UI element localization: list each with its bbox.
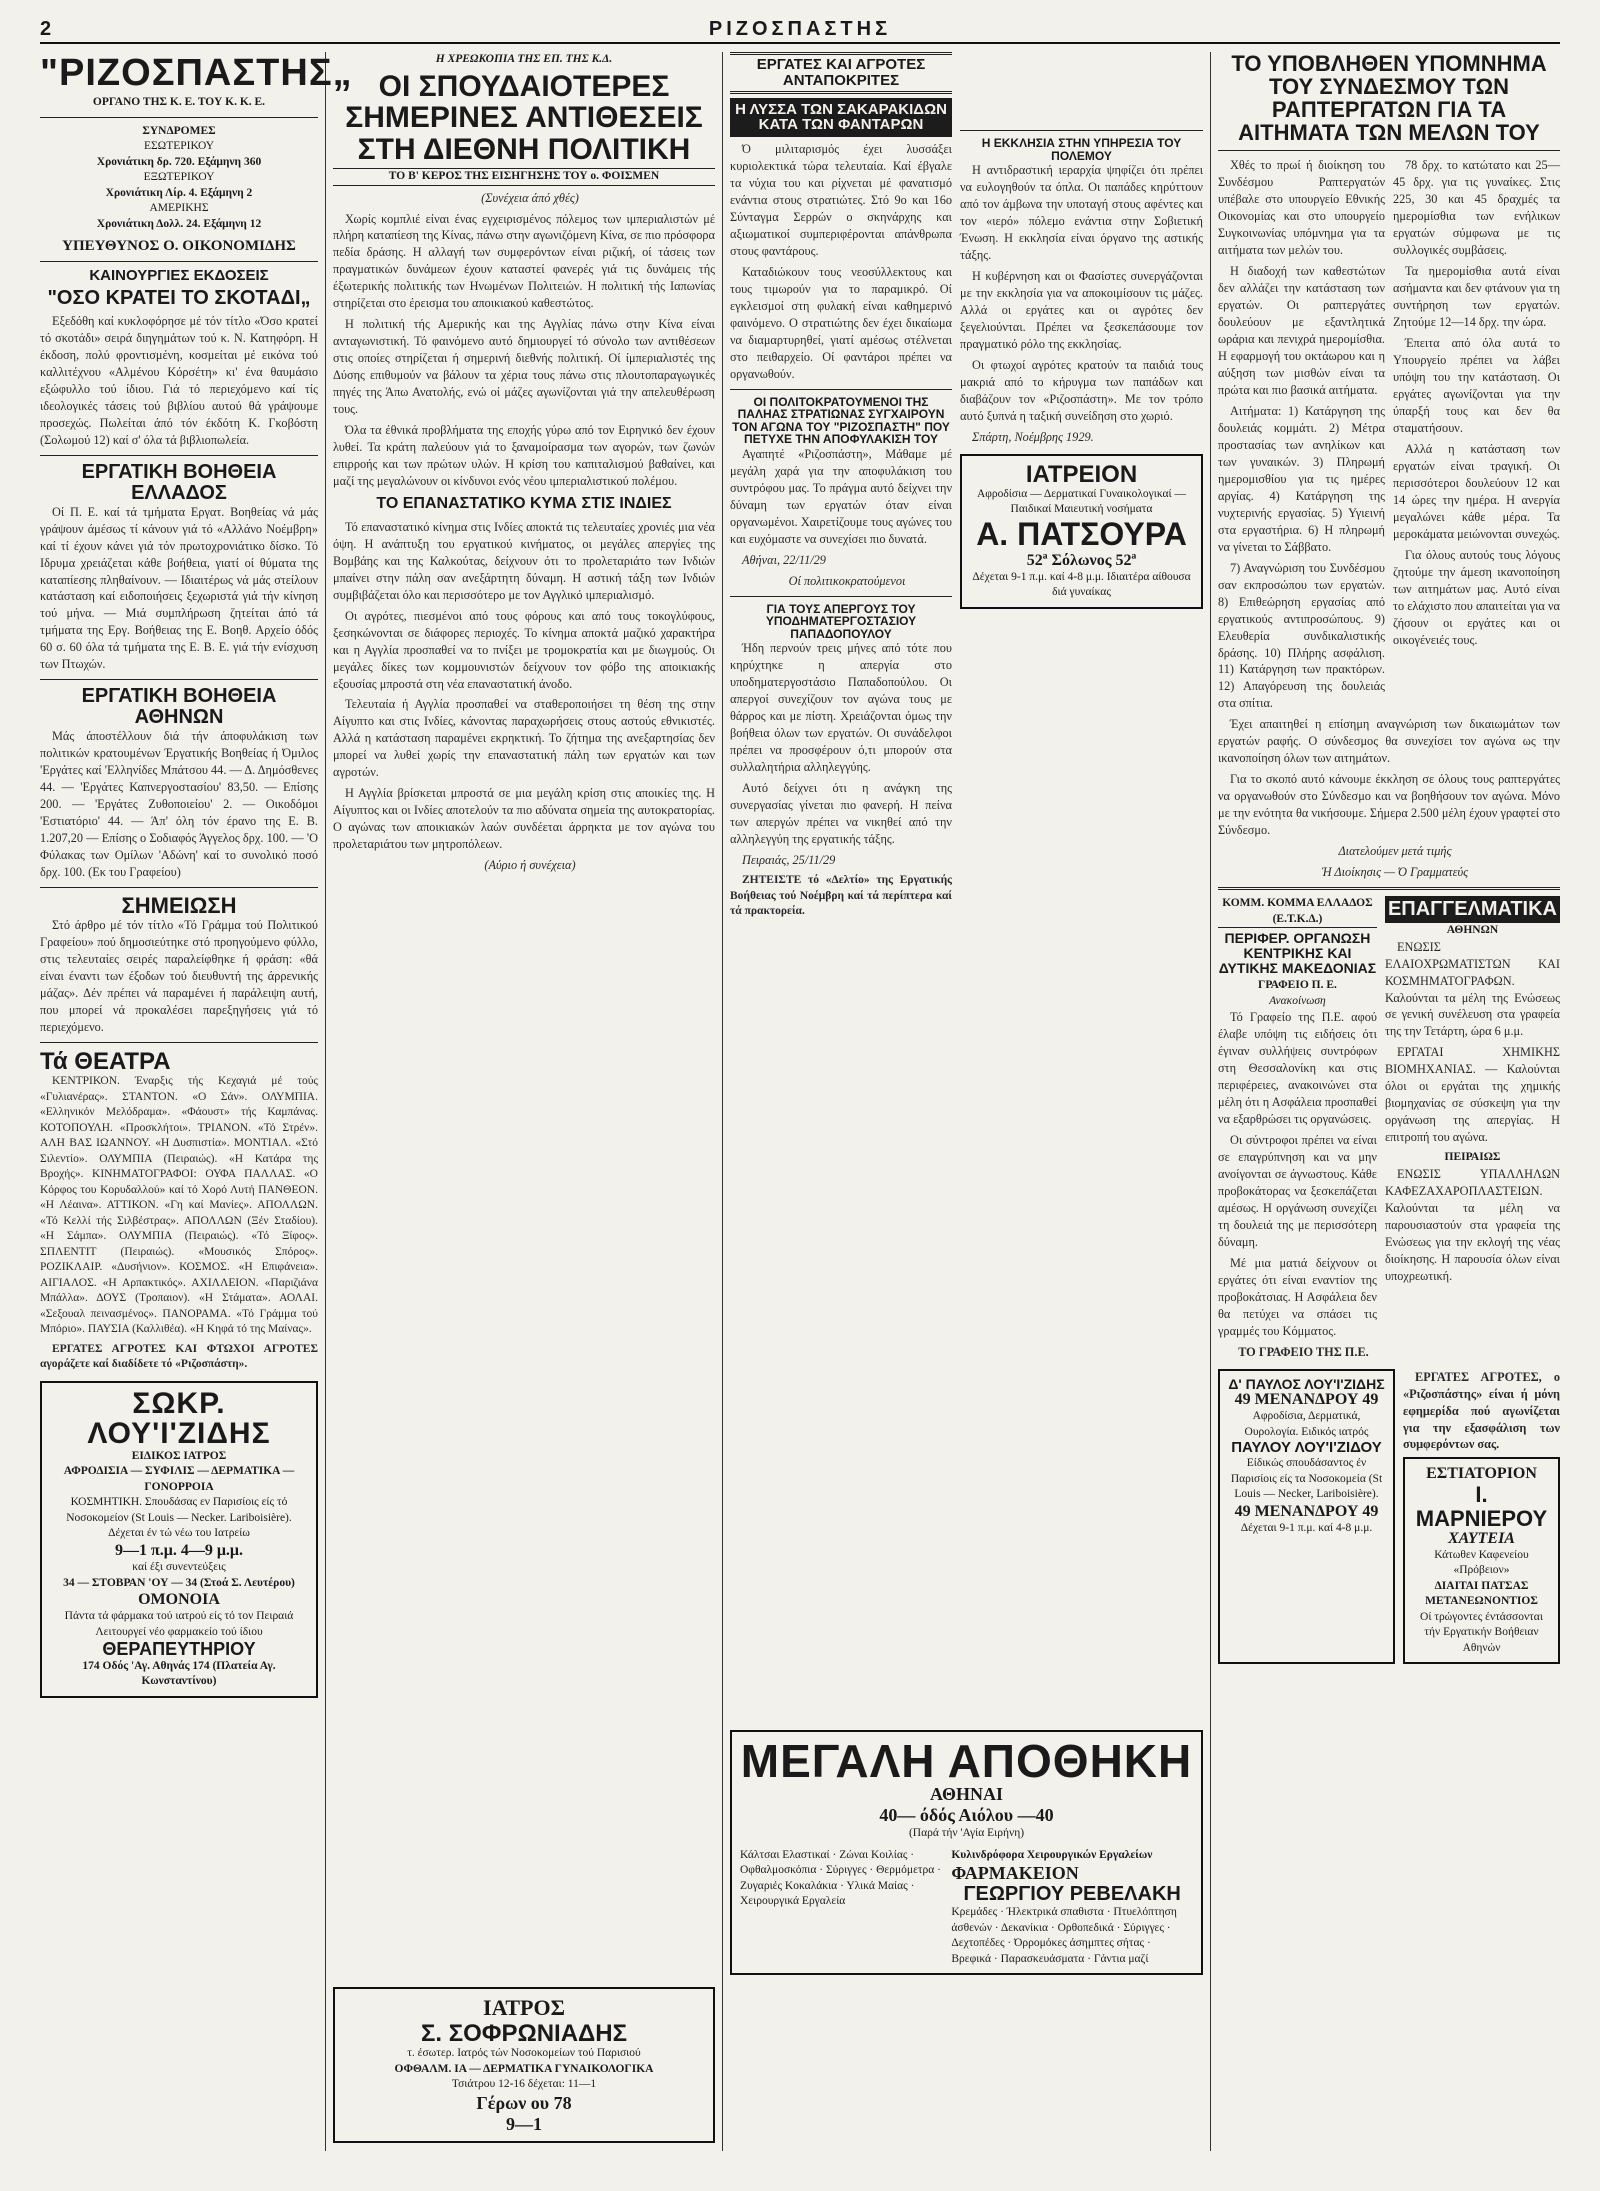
interior-heading: ΕΣΩΤΕΡΙΚΟΥ (143, 140, 215, 153)
professional-notice: ΕΡΓΑΤΑΙ ΧΗΜΙΚΗΣ ΒΙΟΜΗΧΑΝΙΑΣ. — Καλούνται όλοι οι εργάται της χημικής βιομηχανίας σε σύσκεψη για την οργάνωση της απεργίας. Η επιτροπή του αγώνα. (1384, 1045, 1560, 1145)
article-paragraph: Αγαπητέ «Ριζοσπάστη», Μάθαμε μέ μεγάλη χαρά για την αποφυλάκιση του συντρόφου μας. Το πράγμα αυτό δείχνει την δύναμη των εργατών όταν είναι οργανωμένοι. Χαιρετίζουμε τους αγώνες του και ευχόμαστε να συνεχίσει πιο δυνατά. (730, 446, 952, 546)
article-subheading: ΟΙ ΠΟΛΙΤΟΚΡΑΤΟΥΜΕΝΟΙ ΤΗΣ ΠΑΛΗΑΣ ΣΤΡΑΤΙΩΝΑΣ ΣΥΓΧΑΙΡΟΥΝ ΤΟΝ ΑΓΩΝΑ ΤΟΥ "ΡΙΖΟΣΠΑΣΤΗ" ΠΟΥ ΠΕΤΥΧΕ ΤΗΝ ΑΠΟΦΥΛΑΚΙΣΗ ΤΟΥ (732, 394, 950, 447)
restaurant-title: ΕΣΤΙΑΤΟΡΙΟΝ (1426, 1465, 1537, 1483)
article-paragraph: Για το σκοπό αυτό κάνουμε έκκληση σε όλους τους ραπτεργάτες να οργανωθούν στο Σύνδεσμο και να βοηθήσουν τον αγώνα. Μόνο με την ενότητα θα νικήσουμε. Σήμερα 2.500 μέλη έχουν γραφτεί στο Σύνδεσμο. (1218, 772, 1560, 838)
article-paragraph: Τα ημερομίσθια αυτά είναι ασήμαντα και δεν φτάνουν για τη συντήρηση των εργατών. Ζητούμε 12—14 δρχ. την ώρα. (1393, 264, 1560, 330)
article-paragraph: Τελευταία ή Αγγλία προσπαθεί να σταθεροποιήσει τη θέση της στην Αίγυπτο και στις Ινδίες, κάνοντας παραχωρήσεις στους αστούς εθνικιστές. Αλλά η κατάσταση παραμένει εκρηκτική. Το ζήτημα της ανεξαρτησίας δεν μπορεί να λυθεί χωρίς την επαναστατική πάλη των εργατών και των αγροτών. (333, 697, 715, 780)
ad-hours: Δέχεται 9-1 π.μ. καί 4-8 μ.μ. (1240, 1521, 1373, 1534)
appeal-text: ΖΗΤΕΙΣΤΕ τό «Δελτίο» της Εργατικής Βοήθειας τού Νοέμβρη καί τά περίπτερα καί τά πρακτορεία. (730, 874, 952, 918)
article-paragraph: Αιτήματα: 1) Κατάργηση της δουλειάς κομμάτι. 2) Μέτρα προστασίας των ανηλίκων και των γυναικών. 3) Πληρωμή ημερομισθίου για τις ημέρες αργίας. 4) Κατάργηση της νυχτερινής εργασίας. 5) Υγιεινή στα εργαστήρια. 6) Η πληρωμή να γίνεται το Σάββατο. (1218, 403, 1385, 554)
theatres-text: ΚΕΝΤΡΙΚΟΝ. Έναρξις τής Κεχαγιά μέ τούς «Γυλιανέρας». ΣΤΑΝΤΟΝ. «Ο Σάν». ΟΛΥΜΠΙΑ. «Ελληνικόν Μελόδραμα». «Φάουστ» τής Καμπάνας. ΚΟΤΟΠΟΥΛΗ. «Προσκλήτοι». ΤΡΙΑΝΟΝ. «Τό Στρέν». ΑΛΗ ΒΑΣ ΙΩΑΝΝΟΥ. «Η Δυσπιστία». ΜΟΝΤΙΑΛ. «Στό Σιλεντίο». ΟΛΥΜΠΙΑ (Πειραιώς). «Η Κατάρα της Βροχής». ΚΙΝΗΜΑΤΟΓΡΑΦΟΙ: ΟΥΦΑ ΠΑΛΛΑΣ. «Ο Κόρφος του Κορυδαλλού» καί τό Χορό Λυτή ΠΑΝΘΕΟΝ. «Η Λέαινα». ΑΤΤΙΚΟΝ. «Γη καί Μανίες». ΑΠΟΛΛΩΝ. «Τό Κελλί τής Σιλβέστρας». ΑΠΟΛΛΩΝ (Ξέν Σταδίου). «Η Σάμπα». ΟΛΥΜΠΙΑ (Πειραιώς). «Τό Ξίφος». ΣΠΛΕΝΤΙΤ (Πειραιώς). «Μουσικός Σπόρος». ΡΟΖΙΚΛΑΙΡ. «Δυσήνιον». ΚΟΣΜΟΣ. «Η Επιφάνεια». ΑΙΓΙΑΛΟΣ. «Η Αρπακτικός». ΑΧΙΛΛΕΙΟΝ. «Παριζιάνα Μπάλλα». ΔΟΥΣ (Τροπαιον). «Η Στάματα». ΑΟΛΑΙ. «Σεξουαλ πεινασμένος». ΠΑΝΟΡΑΜΑ. «Τό Γράμμα τού Μπόριο». ΠΑΥΣΙΑ (Καλλιθέα). «Η Κηφά τό της Μαίνας». (40, 1075, 318, 1336)
ad-title: ΙΑΤΡΕΙΟΝ (1025, 460, 1138, 488)
ad-hours: Δέχεται 9-1 π.μ. καί 4-8 μ.μ. Ιδιαιτέρα αίθουσα διά γυναίκας (972, 570, 1191, 599)
ad-doctor-detail: ΚΟΣΜΗΤΙΚΗ. Σπουδάσας εν Παρισίοις είς τό Νοσοκομείον (St Louis — Necker. Lariboisière). Δέχεται έν τώ νέω του Ιατρείω (66, 1496, 292, 1540)
article-paragraph: Καταδιώκουν τους νεοσύλλεκτους και τους τιμωρούν για το παραμικρό. Οί εγκλεισμοί στη φυλακή είναι καθημερινό φαινόμενο. Ο στρατιώτης δεν έχει δικαίωμα να διαμαρτυρηθεί, γιατί αμέσως στέλνεται στο πειθαρχείο. Οί φαντάροι πρέπει να οργανωθούν. (730, 264, 952, 381)
professional-notice: ΕΝΩΣΙΣ ΕΛΑΙΟΧΡΩΜΑΤΙΣΤΩΝ ΚΑΙ ΚΟΣΜΗΜΑΤΟΓΡΑΦΩΝ. Καλούνται τα μέλη της Ενώσεως σε γενική συνέλευση στα γραφεία της την Τετάρτη, ώρα 6 μ.μ. (1384, 939, 1560, 1039)
ad-name: Α. ΠΑΤΣΟΥΡΑ (976, 515, 1187, 552)
divider (40, 117, 318, 118)
column-4 (1218, 52, 1560, 2151)
ad-warehouse (730, 1730, 1203, 1975)
party-title: ΠΕΡΙΦΕΡ. ΟΡΓΑΝΩΣΗ ΚΕΝΤΡΙΚΗΣ ΚΑΙ ΔΥΤΙΚΗΣ ΜΑΚΕΔΟΝΙΑΣ (1218, 930, 1377, 976)
party-heading: ΚΟΜΜ. ΚΟΜΜΑ ΕΛΛΑΔΟΣ (Ε.Τ.Κ.Δ.) (1218, 896, 1377, 928)
party-paragraph: Οι σύντροφοι πρέπει να είναι σε επαγρύπνηση και να μην ανοίγονται σε άγνωστους. Κάθε προβοκάτορας να ξεσκεπάζεται αμέσως. Η οργάνωση συνεχίζει τη δουλειά της με περισσότερη δύναμη. (1218, 1133, 1377, 1249)
warehouse-items: Κάλτσαι Ελαστικαί · Ζώναι Κοιλίας · Οφθαλμοσκόπια · Σύριγγες · Θερμόμετρα · Ζυγαριές Κοκαλάκια · Υλικά Μαίας · Χειρουργικά Εργαλεία (740, 1848, 941, 1908)
restaurant-text: ΔΙΑΙΤΑΙ ΠΑΤΣΑΣ ΜΕΤΑΝΕΩΝΟΝΤΙΟΣ (1425, 1579, 1538, 1608)
divider (1218, 150, 1560, 151)
warehouse-note: (Παρά τήν 'Αγία Ειρήνη) (908, 1827, 1025, 1839)
new-editions-heading: ΚΑΙΝΟΥΡΓΙΕΣ ΕΚΔΟΣΕΙΣ (89, 267, 269, 285)
ad-doctor-sunday: καί έξι συνεντεύξεις (132, 1560, 226, 1573)
restaurant-name: Ι. ΜΑΡΝΙΕΡΟΥ (1415, 1482, 1548, 1531)
divider (1218, 887, 1560, 890)
restaurant-sub: ΧΑΥΤΕΙΑ (1448, 1529, 1515, 1547)
subscriptions-heading: ΣΥΝΔΡΟΜΕΣ (142, 124, 216, 137)
article-paragraph: 78 δρχ. το κατώτατο και 25—45 δρχ. για τις γυναίκες. Στις 225, 30 και 45 δραχμές τα ημερομίσθια των ενήλικων εργατών σύμφωνα με τις συλλογικές συμβάσεις. (1393, 158, 1560, 258)
article-kicker: Η ΧΡΕΩΚΟΠΙΑ ΤΗΣ ΕΠ. ΤΗΣ Κ.Δ. (435, 53, 613, 65)
ad-address-2: 49 ΜΕΝΑΝΔΡΟΥ 49 (1234, 1502, 1379, 1520)
article-paragraph: Τό επαναστατικό κίνημα στις Ινδίες αποκτά τις τελευταίες χρονιές μια νέα όψη. Η ανάπτυξη του εργατικού κινήματος, οι μεγάλες απεργίες της Βομβάης και της Καλκούτας, δείχνουν ότι το προλεταριάτο των Ινδιών μπαίνει στην πάλη σαν ανεξάρτητη δύναμη. Η αστική τάξη των Ινδιών συμβιβάζεται όλο και περισσότερο με τον Αγγλικό ιμπεριαλισμό. (333, 519, 715, 602)
ad-name: Δ' ΠΑΥΛΟΣ ΛΟΥ'Ι'ΖΙΔΗΣ (1228, 1375, 1385, 1392)
article-paragraph: Η αντιδραστική ιεραρχία ψηφίζει ότι πρέπει να ευλογηθούν τα όπλα. Οι παπάδες κηρύττουν από τον άμβωνα την υποταγή στους αφέντες και τον «ιερό» πόλεμο ενάντια στην Σοβιετική Ένωση. Η εκκλησία είναι όργανο της αστικής τάξης. (960, 163, 1203, 263)
ad-restaurant (1403, 1457, 1560, 1664)
section-headline: Η ΛΥΣΣΑ ΤΩΝ ΣΑΚΑΡΑΚΙΔΩΝ ΚΑΤΑ ΤΩΝ ΦΑΝΤΑΡΩΝ (730, 98, 952, 138)
party-subheading: ΓΡΑΦΕΙΟ Π. Ε. (1258, 979, 1337, 992)
ad-text-2: Είδικώς σπουδάσαντος έν Παρισίοις είς τα Νοσοκομεία (St Louis — Necker, Lariboisière). (1230, 1457, 1383, 1501)
professional-title: ΕΠΑΓΓΕΛΜΑΤΙΚΑ (1385, 896, 1560, 923)
newspaper-name: ΡΙΖΟΣΠΑΣΤΗΣ (708, 18, 892, 40)
column-rule (325, 52, 326, 2151)
pharmacy-name: ΓΕΩΡΓΙΟΥ ΡΕΒΕΛΑΚΗ (963, 1883, 1181, 1906)
memorandum-headline: ΤΟ ΥΠΟΒΛΗΘΕΝ ΥΠΟΜΝΗΜΑ ΤΟΥ ΣΥΝΔΕΣΜΟΥ ΤΩΝ ΡΑΠΤΕΡΓΑΤΩΝ ΓΙΑ ΤΑ ΑΙΤΗΜΑΤΑ ΤΩΝ ΜΕΛΩΝ ΤΟΥ (1231, 51, 1547, 146)
ad-line: τ. έσωτερ. Ιατρός τών Νοσοκομείων τού Παρισιού (407, 2047, 641, 2060)
letter-signature: Οί πολιτικοκρατούμενοι (788, 573, 906, 588)
america-price: Χρονιάτικη Δολλ. 24. Εξάμηνη 12 (96, 217, 262, 230)
article-paragraph: Οι φτωχοί αγρότες κρατούν τα παιδιά τους μακριά από το κήρυγμα των παπάδων και διαβάζουν τον «Ριζοσπάστη». Με τον τρόπο αυτό ξυπνά η ταξική συνείδηση στο χωριό. (960, 357, 1203, 423)
article-subheading: ΓΙΑ ΤΟΥΣ ΑΠΕΡΓΟΥΣ ΤΟΥ ΥΠΟΔΗΜΑΤΕΡΓΟΣΤΑΣΙΟΥ ΠΑΠΑΔΟΠΟΥΛΟΥ (765, 601, 917, 641)
notice-text: Στό άρθρο μέ τόν τίτλο «Τό Γράμμα τού Πολιτικού Γραφείου» πού δημοσιεύτηκε στό προηγούμενο φύλλο, στις τελευταίες σειρές παραλείφθηκε ή φράση: «θά είναι έναντι των έξοδων τού διευθυντή της άρρενικής μάζας». Δέν πρέπει νά παραμένει ή παράλειψη αυτή, που μπορεί νά προκαλέσει παρεξηγήσεις γιά τό περιεχόμενο. (40, 918, 318, 1034)
article-paragraph: 7) Αναγνώριση του Συνδέσμου σαν εκπροσώπου των εργατών. 8) Επιθεώρηση εργασίας από εργατικούς αντιπροσώπους. 9) Ελευθερία συνδικαλιστικής δράσης. 10) Πλήρης ασφάλιση. 11) Κατάργηση των πρακτόρων. 12) Απαγόρευση της δουλειάς στα σπίτια. (1218, 560, 1385, 711)
letter-date: Πειραιάς, 25/11/29 (742, 853, 836, 868)
divider (730, 596, 952, 597)
workers-aid-text: Οί Π. Ε. καί τά τμήματα Εργατ. Βοηθείας νά μάς γράψουν άμέσως τί κάνουν γιά τό «Αλλάνο Νοέμβρη» καί τί έχουν κάνει γιά τόν πρωτοχρονιάτικο δίσκο. Τό Ιδρυμα χρειάζεται κάθε βοήθεια, γιατί οί θύματα της καταπίεσης πληθαίνουν. — Ιδιαιτέρως νά μάς στείλουν κατάσταση καί ειδοποιήσεις ξεχωριστά γιά τήν κίνηση τού μήνα. — Μιά συμπλήρωση ζητείται άπό τά τμήματα της Εργ. Βοήθειας της Ε. Βοηθ. Αρχείο όδός 60 σ. 60 όλα τά τμήματα της Ε. Β. Ε. γιά τήν ενίσχυση των Πτωχών. (40, 504, 318, 672)
article-continuation: (Αύριο ή συνέχεια) (484, 858, 576, 873)
ad-hours: 9—1 (506, 2114, 542, 2134)
bottom-ads-area (730, 1730, 1203, 2151)
interior-price: Χρονιάτικη δρ. 720. Εξάμηνη 360 (96, 155, 262, 168)
ad-specialty: ΟΦΘΑΛΜ. ΙΑ — ΔΕΡΜΑΤΙΚΑ ΓΥΝΑΙΚΟΛΟΓΙΚΑ (394, 2062, 654, 2075)
section-kicker: ΕΡΓΑΤΕΣ ΚΑΙ ΑΓΡΟΤΕΣ ΑΝΤΑΠΟΚΡΙΤΕΣ (730, 52, 952, 94)
signature-line: Ή Διοίκησις — Ό Γραμματεύς (1321, 865, 1469, 880)
divider (40, 887, 318, 888)
new-editions-text: Εξεδόθη καί κυκλοφόρησε μέ τόν τίτλο «Όσο κρατεί τό σκοτάδι» σειρά διηγημάτων τού κ. Ν. Κατηφόρη. Η έκδοση, πολύ φροντισμένη, κοσμείται μέ εικόνα τού καλλιτέχνου «Αλμένου Κόρσέτη» κι' ένα θαυμάσιο εξώφυλλο τού ίδιου. Γιά τό περιεχόμενο καί τίς ιδεολογικές τάσεις τού βιβλίου αυτού θά γράψουμε προσεχώς. Πωλείται άπό τόν έκδότη Κ. Γκοβόστη (Σολωμού 12) καί σ' όλα τά βιβλιοπωλεία. (40, 313, 318, 447)
ad-pharmacy-address: 174 Οδός 'Αγ. Αθηνάς 174 (Πλατεία Αγ. Κωνσταντίνου) (82, 1659, 276, 1688)
ad-line: Αφροδίσια — Δερματικαί Γυναικολογικαί — Παιδικαί Μαιευτική νοσήματα (976, 487, 1187, 516)
article-byline: ΤΟ Β' ΚΕΡΟΣ ΤΗΣ ΕΙΣΗΓΗΣΗΣ ΤΟΥ ο. ΦΟΙΣΜΕΝ (333, 168, 715, 186)
column-1 (40, 52, 353, 2151)
restaurant-footer: Οί τρώγοντες έντάσσονται τήν Εργατικήν Βοήθειαν Αθηνών (1420, 1610, 1543, 1654)
ad-doctor-role: ΕΙΔΙΚΟΣ ΙΑΤΡΟΣ (131, 1449, 227, 1462)
article-paragraph: Αυτό δείχνει ότι η ανάγκη της συνεργασίας γίνεται πιο φανερή. Η πείνα των απεργών πρέπει να νικηθεί από την αλληλεγγύη της εργατικής τάξης. (730, 781, 952, 847)
article-paragraph: Η Αγγλία βρίσκεται μπροστά σε μια μεγάλη κρίση στις αποικίες της. Η Αίγυπτος και οι Ινδίες αποτελούν τα πιο αδύνατα σημεία της αυτοκρατορίας. Ο αγώνας των αποικιακών λαών συνδέεται άρρηκτα με τον αγώνα του προλεταριάτου των μητροπόλεων. (333, 786, 715, 852)
column-rule (1210, 52, 1211, 2151)
america-heading: ΑΜΕΡΙΚΗΣ (149, 202, 209, 215)
professional-athens: ΑΘΗΝΩΝ (1446, 924, 1499, 937)
article-paragraph: Ήδη περνούν τρεις μήνες από τότε που κηρύχτηκε η απεργία στο υποδηματεργοστάσιο Παπαδοπούλου. Οι απεργοί συνεχίζουν τον αγώνα τους με θάρρος και με πίστη. Χρειάζονται όμως την βοήθεια όλων των εργατών. Οι συνάδελφοι πρέπει να προσφέρουν ό,τι μπορούν στα συλλαλητήρια αλληλεγγύης. (730, 641, 952, 775)
article-paragraph: Έχει απαιτηθεί η επίσημη αναγνώριση των δικαιωμάτων των εργατών ραφής. Ο σύνδεσμος θα συνεχίσει τον αγώνα ως την ικανοποίηση όλων των αιτημάτων. (1218, 717, 1560, 766)
ad-pharmacy-name: ΘΕΡΑΠΕΥΤΗΡΙΟΥ (102, 1639, 256, 1660)
article-headline: ΟΙ ΣΠΟΥΔΑΙΟΤΕΡΕΣ ΣΗΜΕΡΙΝΕΣ ΑΝΤΙΘΕΣΕΙΣ ΣΤΗ ΔΙΕΘΝΗ ΠΟΛΙΤΙΚΗ (345, 69, 703, 166)
workers-aid-athens-text: Μάς άποστέλλουν διά τήν άποφυλάκιση των πολιτικών κρατουμένων Έργατικής Βοηθείας ή Όμιλος 'Εργάτες καί 'Ελληνίδες Μπάτσου 44. — Δ. Δημόσθενες 44. — 'Εργάτες Καπνεργοστασίου' 83,50. — Επίσης 200. — 'Εργάτες Ζυθοποιείου' 2. — Οικοδόμοι 'Εστιατόριο' 44. — Άπ' όλη τόν έρανο της Ε. Β. 1.207,20 — Επίσης ο Σοδιαφός Άγγελος δρχ. 100. — 'Ο Φύλακας των Ομίλων 'Αδώνη' καί το συνολικό ποσό δρχ. 100. (Εκ του Γραφείου) (40, 729, 318, 880)
warehouse-address: 40— όδός Αιόλου —40 (879, 1805, 1054, 1825)
ad-patsoura (960, 454, 1203, 609)
theatres-footer: ΕΡΓΑΤΕΣ ΑΓΡΟΤΕΣ ΚΑΙ ΦΤΩΧΟΙ ΑΓΡΟΤΕΣ αγοράζετε καί διαδίδετε τό «Ριζοσπάστη». (40, 1342, 318, 1371)
ad-name-2: ΠΑΥΛΟΥ ΛΟΥ'Ι'ΖΙΔΟΥ (1231, 1439, 1382, 1457)
divider (40, 455, 318, 456)
warehouse-title: ΜΕΓΑΛΗ ΑΠΟΘΗΚΗ (740, 1735, 1193, 1787)
divider (960, 130, 1203, 131)
article-paragraph: Ό μιλιταρισμός έχει λυσσάξει κυριολεκτικά τώρα τελευταία. Καί έβγαλε τα νύχια του και ρίχνεται μέ φανατισμό ενάντια στους στρατιώτες. Στό 9ο και 16ο Σύνταγμα Σερρών ο σκηνάρχης και αξιωματικοί συμπεριφέρονται απάνθρωπα στους φαντάρους. (730, 142, 952, 258)
article-paragraph: Έπειτα από όλα αυτά το Υπουργείο πρέπει να λάβει υπόψη του την κατάσταση. Οι εργάτες αγωνίζονται για την ύπαρξή τους και δεν θα σταματήσουν. (1393, 336, 1560, 435)
article-paragraph: Για όλους αυτούς τους λόγους ζητούμε την άμεση ικανοποίηση των αιτημάτων μας. Αυτό είναι το ελάχιστο που απαιτείται για να ζήσουν οι εργάτες και οι οικογένειές τους. (1393, 547, 1560, 647)
ad-text: Αφροδίσια, Δερματικά, Ουρολογία. Ειδικός ιατρός (1244, 1410, 1369, 1438)
party-paragraph: Μέ μια ματιά δείχνουν οι εργάτες ότι είναι εναντίον της προβοκάτσιας. Η Ασφάλεια δεν θα πετύχει να σπάσει τις γραμμές του Κόμματος. (1218, 1255, 1377, 1338)
restaurant-line: Κάτωθεν Καφενείου «Πρόβειον» (1434, 1548, 1529, 1577)
exterior-price: Χρονιάτικη Λίρ. 4. Εξάμηνη 2 (105, 186, 253, 199)
ad-pavlos-louizidis (1218, 1369, 1395, 1665)
divider (730, 389, 952, 390)
masthead-title: "ΡΙΖΟΣΠΑΣΤΗΣ„ (40, 52, 353, 94)
page-header-bar (40, 18, 1560, 44)
theatres-heading: Τά ΘΕΑΤΡΑ (40, 1047, 171, 1075)
ad-doctor-name: ΣΩΚΡ. ΛΟΥ'Ι'ΖΙΔΗΣ (87, 1386, 271, 1450)
article-paragraph: Οι αγρότες, πιεσμένοι από τους φόρους και από τους τοκογλύφους, ξεσηκώνονται σε διάφορες περιοχές. Το κίνημα αποκτά μαζικό χαρακτήρα και η Αγγλία προσπαθεί να το πνίξει με τρομοκρατία και με διωγμούς. Οι μεγάλες δίκες των κομμουνιστών δείχνουν τον φόβο της αποικιακής εξουσίας μπροστά στη νέα επαναστατική άνοδο. (333, 608, 715, 691)
article-paragraph: Η πολιτική τής Αμερικής και της Αγγλίας πάνω στην Κίνα είναι ανταγωνιστική. Τό φαινόμενο αυτό δημιουργεί τό σύνολο των αντιθέσεων στις οποίες στηρίζεται ή σημερινή διεθνής πολιτική. Οί ίμπεριαλιστές της Δύσης επιθυμούν να βάλουν τα χέρια τους πάνω στις πλουτοπαραγωγικές πηγές της Άπω Ανατολής, ενώ οί μάζες αγωνίζονται γιά την απελευθέρωση τους. (333, 317, 715, 417)
party-subheading-2: Ανακοίνωση (1269, 994, 1326, 1007)
ad-pharmacy-heading: ΟΜΟΝΟΙΑ (138, 1591, 220, 1609)
ad-address: Τσιάτρου 12-16 δέχεται: 11—1 (451, 2078, 597, 2091)
ad-doctor-hours: 9—1 π.μ. 4—9 μ.μ. (115, 1541, 243, 1559)
appeal-text: ΕΡΓΑΤΕΣ ΑΓΡΟΤΕΣ, ο «Ριζοσπάστης» είναι ή μόνη εφημερίδα πού αγωνίζεται για την εξασφάλιση των συμφερόντων σας. (1403, 1369, 1560, 1452)
ad-address: 52ª Σόλωνος 52ª (1026, 551, 1137, 569)
article-paragraph: Χθές το πρωί ή διοίκηση του Συνδέσμου Ραπτεργατών υπέβαλε στο υπουργείο Εθνικής Οικονομίας και στο υπουργείο Συγκοινωνίας υπόμνημα για τα αιτήματα των μελών του. (1218, 158, 1385, 258)
ad-name: Σ. ΣΟΦΡΩΝΙΑΔΗΣ (420, 2020, 628, 2048)
page-number: 2 (40, 18, 52, 40)
divider (40, 1042, 318, 1043)
article-paragraph: Όλα τα έθνικά προβλήματα της εποχής γύρω από τον Ειρηνικό δεν έχουν λυθεί. Τα κράτη παλεύουν γιά το ξαναμοίρασμα των αγορών, των ζωνών επιρροής και των πρώτων υλών. Η κρίση του καπιταλισμού βαθαίνει, και μαζί της μεγαλώνουν οι κίνδυνοι ενός νέου ιμπεριαλιστικού πολέμου. (333, 423, 715, 489)
column-rule (722, 52, 723, 2151)
ad-louizidis (40, 1381, 318, 1698)
editor-line: ΥΠΕΥΘΥΝΟΣ Ο. ΟΙΚΟΝΟΜΙΔΗΣ (62, 238, 296, 255)
book-title: "ΟΣΟ ΚΡΑΤΕΙ ΤΟ ΣΚΟΤΑΔΙ„ (47, 286, 311, 309)
pharmacy-heading: Κυλινδρόφορα Χειρουργικών Εργαλείων (951, 1848, 1153, 1861)
workers-aid-heading: ΕΡΓΑΤΙΚΗ ΒΟΗΘΕΙΑ ΕΛΛΑΔΟΣ (81, 460, 277, 504)
signature-line: Διατελούμεν μετά τιμής (1338, 844, 1452, 859)
letter-date: Αθήναι, 22/11/29 (742, 552, 826, 567)
article-subheading: Η ΕΚΚΛΗΣΙΑ ΣΤΗΝ ΥΠΗΡΕΣΙΑ ΤΟΥ ΠΟΛΕΜΟΥ (981, 136, 1182, 163)
article-paragraph: Η κυβέρνηση και οι Φασίστες συνεργάζονται με την εκκλησία για να αποκοιμίσουν τις μάζες. Αλλά οι εργάτες και οι αγρότες δεν ξεγελιούνται. Πρέπει να ξεσκεπάσουμε τον πραγματικό ρόλο της εκκλησίας. (960, 269, 1203, 351)
ad-pharmacy-text: Πάντα τά φάρμακα τού ιατρού είς τό τον Πειραιά Λειτουργεί νέο φαρμακείο τού ίδιου (64, 1610, 294, 1638)
article-paragraph: Η διαδοχή των καθεστώτων δεν αλλάζει την κατάσταση των εργατών. Οι ραπτεργάτες δουλεύουν με εξαντλητικά ωράρια και πενιχρά ημερομίσθια. Η εφαρμογή του οκτάωρου και η αύξηση των μισθών είναι τα πρώτα και πιο βασικά αιτήματα. (1218, 264, 1385, 397)
ad-address: 49 ΜΕΝΑΝΔΡΟΥ 49 (1234, 1391, 1379, 1409)
letter-date: Σπάρτη, Νοέμβρης 1929. (972, 429, 1094, 444)
professional-piraeus: ΠΕΙΡΑΙΩΣ (1444, 1151, 1501, 1164)
warehouse-city: ΑΘΗΝΑΙ (930, 1784, 1003, 1804)
article-subheading: ΤΟ ΕΠΑΝΑΣΤΑΤΙΚΟ ΚΥΜΑ ΣΤΙΣ ΙΝΔΙΕΣ (376, 495, 672, 512)
ad-sofroniadis (333, 1987, 715, 2143)
masthead-subtitle: ΟΡΓΑΝΟ ΤΗΣ Κ. Ε. ΤΟΥ Κ. Κ. Ε. (92, 96, 266, 108)
party-signature: ΤΟ ΓΡΑΦΕΙΟ ΤΗΣ Π.Ε. (1238, 1344, 1369, 1359)
party-paragraph: Τό Γραφείο της Π.Ε. αφού έλαβε υπόψη τις ειδήσεις ότι έγιναν συλλήψεις συντρόφων στη Θεσσαλονίκη και στις περιφέρειες, ανακοινώνει στα μέλη ότι η Ασφάλεια προσπαθεί να εξαρθρώσει τις οργανώσεις. (1218, 1010, 1377, 1127)
pharmacy-title: ΦΑΡΜΑΚΕΙΟΝ (951, 1863, 1079, 1884)
ad-address-2: Γέρων ου 78 (476, 2093, 572, 2113)
pharmacy-items: Κρεμάδες · Ήλεκτρικά σπαθιστα · Πτυελόπτηση άσθενών · Δεκανίκια · Ορθοπεδικά · Σύριγγες · Δεχτοπέδες · Όρρομόκες άσημπτες σήτας · Βρεφικά · Παρασκευάσματα · Γάντια μαζί (951, 1906, 1177, 1965)
ad-doctor-specialty: ΑΦΡΟΔΙΣΙΑ — ΣΥΦΙΛΙΣ — ΔΕΡΜΑΤΙΚΑ — ΓΟΝΟΡΡΟΙΑ (63, 1465, 295, 1493)
ad-title: ΙΑΤΡΟΣ (483, 1995, 565, 2021)
divider (40, 261, 318, 262)
article-continued: (Συνέχεια άπό χθές) (481, 190, 579, 205)
exterior-heading: ΕΞΩΤΕΡΙΚΟΥ (143, 171, 215, 184)
professional-notice: ΕΝΩΣΙΣ ΥΠΑΛΛΗΛΩΝ ΚΑΦΕΖΑΧΑΡΟΠΛΑΣΤΕΙΩΝ. Καλούνται τα μέλη να παρουσιαστούν στα γραφεία της Ενώσεως για την εκλογή της νέας διοίκησης. Η παρουσία όλων είναι υποχρεωτική. (1384, 1166, 1560, 1283)
ad-doctor-address: 34 — ΣΤΟΒΡΑΝ 'ΟΥ — 34 (Στοά Σ. Λευτέρου) (63, 1576, 295, 1589)
article-paragraph: Χωρίς κομπλιέ είναι ένας εγχειρισμένος πόλεμος των ιμπεριαλιστών μέ πλήρη καταπίεση της Κίνας, πάνω στην αγωνιζόμενη Κίνα, σε πιο πρόσφορα πεδία δράσης. Η αλλαγή των συμφερόντων είναι ριζική, οί τάσεις των πραγματικών δυνάμεων έχουν καταστεί φανερές γιά τις δυνάμεις τής έξωτερικής πολιτικής των Ηνωμένων Πολιτειών. Η πολιτική τής Ιαπωνίας στηρίζεται στο έρεισμα του αποικιακού καθεστώτος. (333, 211, 715, 311)
workers-aid-athens-heading: ΕΡΓΑΤΙΚΗ ΒΟΗΘΕΙΑ ΑΘΗΝΩΝ (81, 685, 277, 729)
article-paragraph: Αλλά η κατάσταση των εργατών είναι τραγική. Οι περισσότεροι δουλεύουν 12 και 14 ώρες την ημέρα. Η ανεργία μεγαλώνει κάθε μέρα. Τα μεροκάματα μειώνονται συνεχώς. (1393, 441, 1560, 541)
column-2 (333, 52, 715, 2151)
divider (40, 679, 318, 680)
notice-heading: ΣΗΜΕΙΩΣΗ (121, 893, 237, 919)
